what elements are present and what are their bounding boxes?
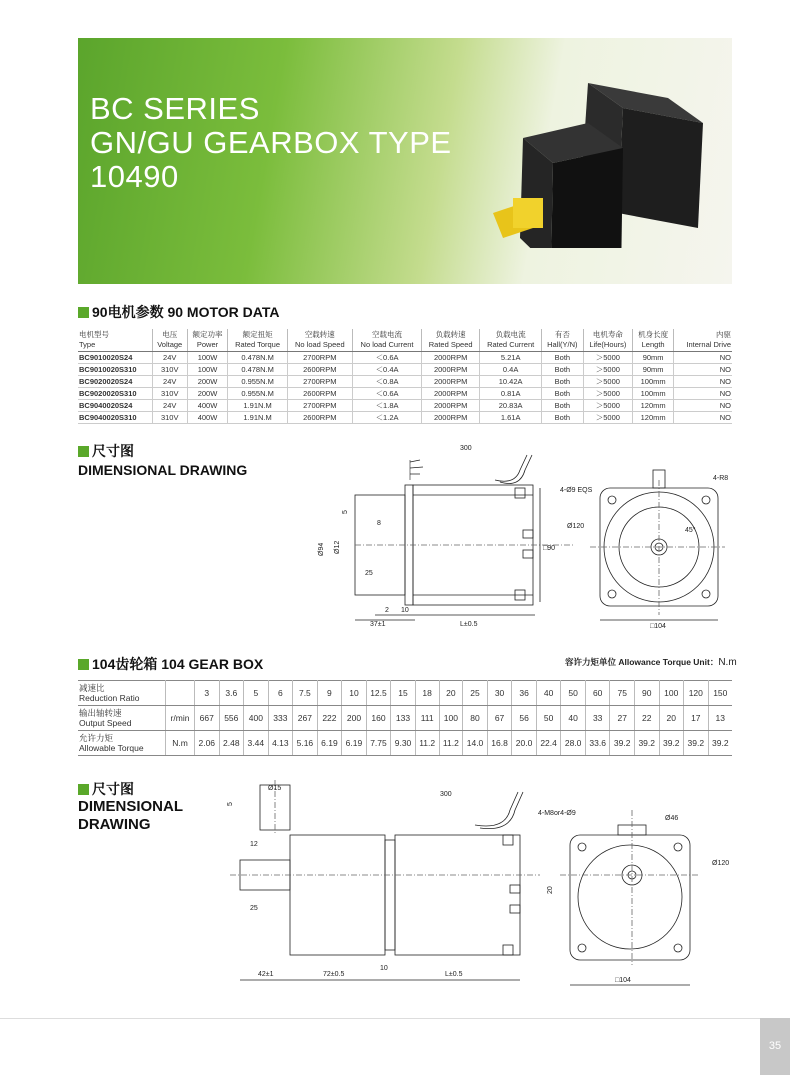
table-cell: 80 [463,706,488,731]
table-row [78,352,732,364]
table-cell: 0.955N.M [228,376,287,388]
motor-data-heading: 90电机参数 90 MOTOR DATA [78,302,279,322]
table-cell: 20.0 [512,731,537,756]
table-cell: 22 [634,706,659,731]
table-cell: NO [674,364,732,376]
table-cell: 667 [195,706,220,731]
table-cell: NO [674,388,732,400]
table-cell: 2.06 [195,731,220,756]
table-cell: 556 [219,706,244,731]
svg-text:5: 5 [227,802,234,806]
table-cell: 39.2 [634,731,659,756]
table-cell: 75 [610,681,635,706]
svg-text:Ø120: Ø120 [712,860,730,867]
gearbox-heading: 104齿轮箱 104 GEAR BOX [78,654,263,674]
gear-row-label: 允许力矩 Allowable Torque [78,731,166,756]
table-cell: ＜0.4A [352,364,421,376]
table-cell: 160 [366,706,391,731]
table-cell: 20 [439,681,463,706]
motor-table-header: 有否 Hall(Y/N) [542,329,583,352]
table-row [78,412,732,424]
dim-drawing-heading-2: 尺寸图 DIMENSIONAL DRAWING [78,781,183,833]
table-cell: 13 [708,706,732,731]
svg-text:12: 12 [250,841,258,848]
svg-text:42±1: 42±1 [258,971,274,978]
table-cell: NO [674,376,732,388]
table-cell: 6.19 [317,731,342,756]
table-cell: 39.2 [659,731,684,756]
table-cell: 2600RPM [287,388,352,400]
table-row [78,706,732,731]
table-cell: 200W [187,376,228,388]
table-cell: 50 [536,706,561,731]
table-cell: 0.4A [480,364,542,376]
table-cell: 2700RPM [287,352,352,364]
svg-text:8: 8 [377,520,381,527]
table-cell: BC9020020S310 [78,388,152,400]
motor-table-header: 额定功率 Power [187,329,228,352]
table-cell: ＜1.2A [352,412,421,424]
table-cell: 50 [561,681,586,706]
svg-text:Ø46: Ø46 [665,815,679,822]
green-square-icon [78,446,89,457]
table-cell: 1.91N.M [228,412,287,424]
dimensional-drawing-2 [220,780,735,995]
cable-length-label: 300 [460,445,472,452]
table-row [78,400,732,412]
table-cell: ＞5000 [583,400,633,412]
table-cell: 5.16 [293,731,318,756]
table-cell: 6.19 [342,731,367,756]
table-cell: BC9040020S310 [78,412,152,424]
table-cell: Both [542,352,583,364]
table-cell: 133 [391,706,416,731]
table-cell: NO [674,352,732,364]
svg-text:25: 25 [365,570,373,577]
table-cell: 1.61A [480,412,542,424]
table-cell: 310V [152,388,187,400]
svg-text:Ø120: Ø120 [567,523,585,530]
header-banner [78,38,732,284]
table-cell: 33.6 [585,731,610,756]
table-cell: 3.6 [219,681,244,706]
table-cell: 400W [187,412,228,424]
table-cell: 60 [585,681,610,706]
motor-table-header: 电机型号 Type [78,329,152,352]
table-cell: 0.478N.M [228,364,287,376]
table-cell: 25 [463,681,488,706]
table-cell: 120mm [633,412,674,424]
table-cell: 120mm [633,400,674,412]
table-cell: NO [674,400,732,412]
table-row [78,364,732,376]
table-cell: 100 [659,681,684,706]
table-cell: 7.75 [366,731,391,756]
table-cell: 18 [415,681,439,706]
svg-text:45°: 45° [685,527,696,534]
table-cell: 36 [512,681,537,706]
svg-text:25: 25 [250,905,258,912]
table-cell: 100 [439,706,463,731]
svg-text:Ø94: Ø94 [318,542,325,556]
table-cell: 28.0 [561,731,586,756]
table-cell: 111 [415,706,439,731]
motor-table-header: 负载电流 Rated Current [480,329,542,352]
table-cell: 39.2 [684,731,709,756]
table-cell: 200 [342,706,367,731]
table-cell: ＜0.6A [352,352,421,364]
table-cell: 2.48 [219,731,244,756]
motor-photo [493,78,713,248]
table-cell: 10.42A [480,376,542,388]
table-cell: 24V [152,352,187,364]
svg-text:37±1: 37±1 [370,621,386,628]
table-cell: 3 [195,681,220,706]
table-row [78,731,732,756]
table-cell: 67 [487,706,512,731]
table-cell: 100W [187,352,228,364]
table-cell: 120 [684,681,709,706]
svg-text:72±0.5: 72±0.5 [323,971,345,978]
table-cell: ＞5000 [583,376,633,388]
table-cell: BC9010020S310 [78,364,152,376]
table-cell: 11.2 [439,731,463,756]
table-row [78,681,732,706]
table-cell: 400 [244,706,269,731]
table-cell: 0.81A [480,388,542,400]
table-cell: BC9040020S24 [78,400,152,412]
table-cell: 1.91N.M [228,400,287,412]
motor-table-header: 负载转速 Rated Speed [422,329,480,352]
table-cell: 9 [317,681,342,706]
svg-text:□104: □104 [615,977,631,984]
table-cell: 24V [152,376,187,388]
table-cell: 100mm [633,376,674,388]
torque-unit-note: 容许力矩单位 Allowance Torque Unit：N.m [565,657,737,668]
svg-text:10: 10 [401,607,409,614]
table-cell: 20.83A [480,400,542,412]
table-row [78,376,732,388]
banner-title-line1: BC SERIES [90,91,260,126]
table-cell: 17 [684,706,709,731]
banner-title-line3: 10490 [90,159,179,194]
dimensional-drawing-1 [315,440,735,635]
motor-table-header: 空载电流 No load Current [352,329,421,352]
table-row [78,388,732,400]
table-cell: 333 [268,706,293,731]
motor-table-header: 内驱 Internal Drive [674,329,732,352]
table-cell: 2000RPM [422,400,480,412]
table-cell: 100W [187,364,228,376]
table-cell: Both [542,376,583,388]
gear-row-unit [166,681,195,706]
table-cell: NO [674,412,732,424]
banner-title-line2: GN/GU GEARBOX TYPE [90,125,452,160]
table-cell: 2000RPM [422,376,480,388]
page-number: 35 [760,1018,790,1075]
gear-row-unit: N.m [166,731,195,756]
svg-text:300: 300 [440,791,452,798]
table-cell: 10 [342,681,367,706]
svg-text:4-M8or4-Ø9: 4-M8or4-Ø9 [538,810,576,817]
table-cell: 90 [634,681,659,706]
table-cell: 5.21A [480,352,542,364]
gear-row-label: 输出轴转速 Output Speed [78,706,166,731]
table-cell: ＜0.8A [352,376,421,388]
table-cell: 7.5 [293,681,318,706]
table-cell: 22.4 [536,731,561,756]
table-cell: 40 [536,681,561,706]
motor-table-header: 机身长度 Length [633,329,674,352]
table-cell: 27 [610,706,635,731]
table-cell: 2600RPM [287,412,352,424]
svg-text:Ø12: Ø12 [334,540,341,554]
table-cell: 2600RPM [287,364,352,376]
table-cell: 2700RPM [287,400,352,412]
table-cell: 2000RPM [422,388,480,400]
footer-line [0,1018,790,1019]
green-square-icon [78,784,89,795]
table-cell: 310V [152,412,187,424]
table-cell: 3.44 [244,731,269,756]
svg-text:Ø15: Ø15 [268,785,282,792]
table-cell: 39.2 [708,731,732,756]
table-cell: 0.478N.M [228,352,287,364]
table-cell: 15 [391,681,416,706]
svg-text:4-R8: 4-R8 [713,475,729,482]
table-cell: 39.2 [610,731,635,756]
svg-text:L±0.5: L±0.5 [445,971,463,978]
svg-text:2: 2 [385,607,389,614]
motor-table-header: 空载转速 No load Speed [287,329,352,352]
table-cell: ＞5000 [583,364,633,376]
table-cell: 40 [561,706,586,731]
table-cell: 100mm [633,388,674,400]
motor-table-header: 电机寿命 Life(Hours) [583,329,633,352]
table-cell: Both [542,400,583,412]
table-cell: 20 [659,706,684,731]
table-cell: 90mm [633,352,674,364]
table-cell: 5 [244,681,269,706]
table-cell: ＜0.6A [352,388,421,400]
table-cell: ＜1.8A [352,400,421,412]
svg-text:□90: □90 [543,545,556,552]
motor-table-header: 额定扭矩 Rated Torque [228,329,287,352]
table-cell: ＞5000 [583,412,633,424]
table-cell: Both [542,388,583,400]
table-cell: 30 [487,681,512,706]
table-cell: 4.13 [268,731,293,756]
gear-row-label: 减速比 Reduction Ratio [78,681,166,706]
table-cell: 2700RPM [287,376,352,388]
table-cell: 0.955N.M [228,388,287,400]
table-cell: 150 [708,681,732,706]
svg-text:20: 20 [547,886,554,894]
table-cell: 200W [187,388,228,400]
table-cell: ＞5000 [583,388,633,400]
gearbox-table [78,680,732,756]
table-cell: 33 [585,706,610,731]
table-cell: BC9020020S24 [78,376,152,388]
green-square-icon [78,307,89,318]
table-cell: 6 [268,681,293,706]
dim-drawing-heading-1: 尺寸图 DIMENSIONAL DRAWING [78,443,248,478]
svg-text:10: 10 [380,965,388,972]
table-cell: Both [542,364,583,376]
table-cell: 2000RPM [422,364,480,376]
table-cell: BC9010020S24 [78,352,152,364]
table-cell: 222 [317,706,342,731]
table-cell: 2000RPM [422,352,480,364]
table-cell: 9.30 [391,731,416,756]
svg-text:L±0.5: L±0.5 [460,621,478,628]
table-cell: 56 [512,706,537,731]
table-cell: Both [542,412,583,424]
green-square-icon [78,659,89,670]
svg-text:5: 5 [342,510,349,514]
table-cell: 14.0 [463,731,488,756]
gear-row-unit: r/min [166,706,195,731]
svg-text:□104: □104 [650,623,666,630]
table-cell: ＞5000 [583,352,633,364]
table-cell: 2000RPM [422,412,480,424]
table-cell: 400W [187,400,228,412]
motor-data-table [78,329,732,424]
motor-table-header: 电压 Voltage [152,329,187,352]
table-cell: 24V [152,400,187,412]
table-cell: 11.2 [415,731,439,756]
table-cell: 16.8 [487,731,512,756]
table-cell: 267 [293,706,318,731]
svg-text:4-Ø9 EQS: 4-Ø9 EQS [560,487,593,494]
table-cell: 90mm [633,364,674,376]
table-cell: 310V [152,364,187,376]
table-cell: 12.5 [366,681,391,706]
